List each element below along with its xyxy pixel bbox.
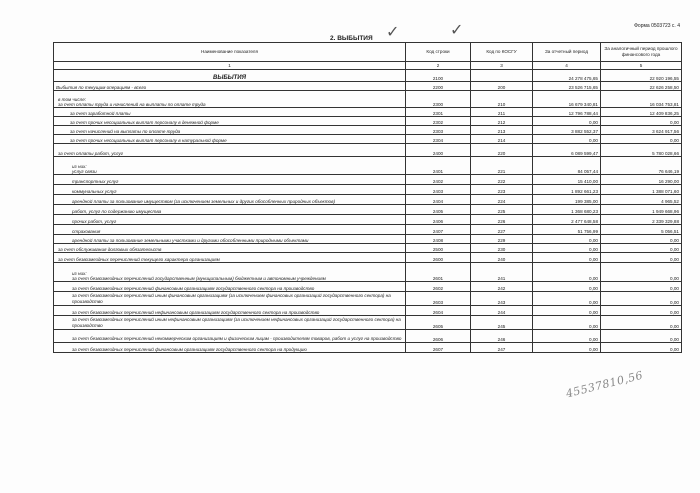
row-previous: 0,00 xyxy=(601,253,682,263)
row-kosgu: 200 xyxy=(471,82,533,91)
row-current: 0,00 xyxy=(533,263,601,282)
row-kosgu: 222 xyxy=(471,175,533,185)
row-prefix: из них: xyxy=(72,271,87,276)
row-kosgu: 213 xyxy=(471,126,533,135)
table-row xyxy=(54,343,682,353)
row-kosgu: 230 xyxy=(471,244,533,253)
row-code: 2100 xyxy=(406,70,471,82)
row-name xyxy=(54,244,406,253)
row-name xyxy=(54,330,406,343)
row-previous: 2 339 329,88 xyxy=(601,215,682,225)
row-prefix: в том числе: xyxy=(58,97,87,102)
row-kosgu: 210 xyxy=(471,91,533,108)
row-previous: 0,00 xyxy=(601,235,682,244)
table-row xyxy=(54,157,682,175)
row-previous: 0,00 xyxy=(601,343,682,353)
row-name xyxy=(54,144,406,157)
row-name xyxy=(54,185,406,195)
row-label: за счет безвозмездных перечислений текущего характера организациям xyxy=(58,257,220,262)
row-name xyxy=(54,292,406,306)
row-code: 2604 xyxy=(406,306,471,316)
section-title: 2. ВЫБЫТИЯ xyxy=(330,35,373,42)
row-previous: 5 780 028,66 xyxy=(601,144,682,157)
handwritten-note: 45537810,56 xyxy=(564,368,645,401)
row-previous: 5 056,51 xyxy=(601,225,682,235)
table-row xyxy=(54,108,682,117)
row-name xyxy=(54,263,406,282)
row-previous: 12 409 836,25 xyxy=(601,108,682,117)
row-current: 0,00 xyxy=(533,330,601,343)
row-current: 0,00 xyxy=(533,117,601,126)
row-label: арендной платы за пользование земельными участками и другими обособленными природными объектами xyxy=(72,238,309,243)
row-label: коммунальных услуг xyxy=(72,189,117,194)
row-previous: 0,00 xyxy=(601,282,682,292)
row-current: 0,00 xyxy=(533,235,601,244)
table-row xyxy=(54,282,682,292)
table-row xyxy=(54,117,682,126)
row-label: за счет обслуживания долговых обязательств xyxy=(58,247,162,252)
row-previous: 3 624 917,56 xyxy=(601,126,682,135)
row-code: 2601 xyxy=(406,263,471,282)
table-row xyxy=(54,306,682,316)
row-name xyxy=(54,205,406,215)
table-row xyxy=(54,91,682,108)
row-name xyxy=(54,215,406,225)
table-row xyxy=(54,316,682,330)
table-row xyxy=(54,244,682,253)
row-label: услуг связи xyxy=(72,169,97,174)
row-name xyxy=(54,316,406,330)
row-current: 24 278 475,65 xyxy=(533,70,601,82)
table-row xyxy=(54,225,682,235)
row-previous: 0,00 xyxy=(601,330,682,343)
row-kosgu: 227 xyxy=(471,225,533,235)
row-name xyxy=(54,225,406,235)
row-previous: 22 626 258,50 xyxy=(601,82,682,91)
column-number: 4 xyxy=(533,62,601,70)
row-code: 2407 xyxy=(406,225,471,235)
row-current: 12 796 788,44 xyxy=(533,108,601,117)
row-current: 23 526 715,65 xyxy=(533,82,601,91)
header-code: Код строки xyxy=(406,43,471,62)
row-label: прочих работ, услуг xyxy=(72,219,117,224)
row-label: за счет заработной платы xyxy=(70,111,131,116)
row-code: 2304 xyxy=(406,135,471,144)
row-previous: 22 920 196,55 xyxy=(601,70,682,82)
row-kosgu xyxy=(471,70,533,82)
row-kosgu: 241 xyxy=(471,263,533,282)
row-code: 2600 xyxy=(406,253,471,263)
row-previous: 0,00 xyxy=(601,135,682,144)
row-prefix: из них: xyxy=(72,164,87,169)
checkmark-icon: ✓ xyxy=(450,20,464,39)
row-current: 0,00 xyxy=(533,292,601,306)
row-label: арендной платы за пользование имуществом (за исключением земельных и других обособленных природных объектов) xyxy=(72,199,336,204)
row-label: за счет оплаты работ, услуг xyxy=(58,151,124,156)
row-code: 2408 xyxy=(406,235,471,244)
table-row xyxy=(54,205,682,215)
row-kosgu: 214 xyxy=(471,135,533,144)
row-name xyxy=(54,195,406,205)
row-kosgu: 240 xyxy=(471,253,533,263)
row-label: страхования xyxy=(72,229,101,234)
row-label: ВЫБЫТИЯ xyxy=(213,75,246,81)
header-row xyxy=(54,43,682,62)
header-current: За отчетный период xyxy=(533,43,601,62)
table-row xyxy=(54,70,682,82)
row-previous: 16 034 753,81 xyxy=(601,91,682,108)
row-name xyxy=(54,117,406,126)
table-row xyxy=(54,135,682,144)
table-row xyxy=(54,175,682,185)
table-row xyxy=(54,330,682,343)
row-previous: 0,00 xyxy=(601,306,682,316)
row-code: 2603 xyxy=(406,292,471,306)
row-code: 2406 xyxy=(406,215,471,225)
row-name xyxy=(54,91,406,108)
header-previous: За аналогичный период прошлого финансового года xyxy=(601,43,682,62)
row-current: 51 756,99 xyxy=(533,225,601,235)
row-label: за счет прочих несоциальных выплат персоналу в денежной форме xyxy=(70,120,219,125)
row-kosgu: 246 xyxy=(471,330,533,343)
row-current: 0,00 xyxy=(533,253,601,263)
row-code: 2400 xyxy=(406,144,471,157)
row-code: 2500 xyxy=(406,244,471,253)
row-code: 2401 xyxy=(406,157,471,175)
row-code: 2302 xyxy=(406,117,471,126)
row-code: 2605 xyxy=(406,316,471,330)
row-kosgu: 224 xyxy=(471,195,533,205)
row-code: 2300 xyxy=(406,91,471,108)
row-name xyxy=(54,157,406,175)
row-current: 0,00 xyxy=(533,244,601,253)
row-label: за счет начислений на выплаты по оплате труда xyxy=(70,129,181,134)
table-row xyxy=(54,235,682,244)
header-name: Наименование показателя xyxy=(54,43,406,62)
row-previous: 0,00 xyxy=(601,117,682,126)
row-name xyxy=(54,70,406,82)
row-previous: 4 965,52 xyxy=(601,195,682,205)
row-label: за счет оплаты труда и начислений на выплаты по оплате труда xyxy=(58,102,206,107)
column-number: 5 xyxy=(601,62,682,70)
header-numbers-row xyxy=(54,62,682,70)
row-current: 0,00 xyxy=(533,343,601,353)
row-current: 84 057,44 xyxy=(533,157,601,175)
row-name xyxy=(54,82,406,91)
table-row xyxy=(54,195,682,205)
row-previous: 0,00 xyxy=(601,316,682,330)
column-number: 2 xyxy=(406,62,471,70)
row-current: 6 089 599,47 xyxy=(533,144,601,157)
table-row xyxy=(54,263,682,282)
row-kosgu: 247 xyxy=(471,343,533,353)
form-label: Форма 0503723 с. 4 xyxy=(634,23,680,29)
table-row xyxy=(54,126,682,135)
header-kosgu: Код по КОСГУ xyxy=(471,43,533,62)
row-kosgu: 211 xyxy=(471,108,533,117)
row-current: 199 385,00 xyxy=(533,195,601,205)
row-code: 2301 xyxy=(406,108,471,117)
row-label: транспортных услуг xyxy=(72,179,119,184)
row-current: 1 892 661,23 xyxy=(533,185,601,195)
row-kosgu: 244 xyxy=(471,306,533,316)
row-name xyxy=(54,306,406,316)
row-current: 2 477 648,58 xyxy=(533,215,601,225)
row-current: 3 882 552,37 xyxy=(533,126,601,135)
row-code: 2402 xyxy=(406,175,471,185)
row-code: 2403 xyxy=(406,185,471,195)
row-code: 2405 xyxy=(406,205,471,215)
table-row xyxy=(54,185,682,195)
row-name xyxy=(54,343,406,353)
row-previous: 0,00 xyxy=(601,292,682,306)
row-name xyxy=(54,175,406,185)
row-label: за счет безвозмездных перечислений финансовым организациям государственного сектора на производство xyxy=(72,286,315,291)
row-label: за счет прочих несоциальных выплат персоналу в натуральной форме xyxy=(70,138,227,143)
row-kosgu: 212 xyxy=(471,117,533,126)
row-previous: 16 290,00 xyxy=(601,175,682,185)
row-name xyxy=(54,126,406,135)
row-current: 16 679 340,81 xyxy=(533,91,601,108)
row-current: 0,00 xyxy=(533,135,601,144)
row-code: 2602 xyxy=(406,282,471,292)
row-kosgu: 220 xyxy=(471,144,533,157)
row-current: 15 410,00 xyxy=(533,175,601,185)
row-label: Выбытия по текущим операциям - всего xyxy=(56,85,147,90)
row-kosgu: 223 xyxy=(471,185,533,195)
row-kosgu: 221 xyxy=(471,157,533,175)
table-row xyxy=(54,253,682,263)
row-label: за счет безвозмездных перечислений государственным (муниципальным) бюджетным и автономным учреждениям xyxy=(72,276,326,281)
row-label: за счет безвозмездных перечислений финансовым организациям государственного сектора на продукцию xyxy=(72,347,307,352)
row-code: 2607 xyxy=(406,343,471,353)
row-code: 2200 xyxy=(406,82,471,91)
row-previous: 1 949 668,96 xyxy=(601,205,682,215)
table-row xyxy=(54,82,682,91)
row-label: за счет безвозмездных перечислений иным нефинансовым организациям (за исключением нефинансовых организаций государственного сектора) на производство xyxy=(72,317,401,328)
table-row xyxy=(54,144,682,157)
row-name xyxy=(54,135,406,144)
row-label: за счет безвозмездных перечислений иным финансовым организациям (за исключением финансовых организаций государственного сектора) на производство xyxy=(72,293,391,304)
row-code: 2606 xyxy=(406,330,471,343)
row-label: работ, услуг по содержанию имущества xyxy=(72,209,162,214)
row-label: за счет безвозмездных перечислений некоммерческим организациям и физическим лицам - производителям товаров, работ и услуг на производство xyxy=(72,336,402,341)
row-name xyxy=(54,108,406,117)
row-previous: 76 646,19 xyxy=(601,157,682,175)
row-current: 0,00 xyxy=(533,306,601,316)
row-current: 1 368 680,23 xyxy=(533,205,601,215)
row-name xyxy=(54,253,406,263)
row-previous: 0,00 xyxy=(601,263,682,282)
table-row xyxy=(54,215,682,225)
row-previous: 1 388 071,60 xyxy=(601,185,682,195)
row-kosgu: 243 xyxy=(471,292,533,306)
row-code: 2404 xyxy=(406,195,471,205)
row-current: 0,00 xyxy=(533,316,601,330)
column-number: 3 xyxy=(471,62,533,70)
row-previous: 0,00 xyxy=(601,244,682,253)
row-kosgu: 245 xyxy=(471,316,533,330)
column-number: 1 xyxy=(54,62,406,70)
row-code: 2303 xyxy=(406,126,471,135)
row-kosgu: 229 xyxy=(471,235,533,244)
row-kosgu: 225 xyxy=(471,205,533,215)
outflows-table xyxy=(53,42,682,353)
row-current: 0,00 xyxy=(533,282,601,292)
table-row xyxy=(54,292,682,306)
row-name xyxy=(54,235,406,244)
row-kosgu: 226 xyxy=(471,215,533,225)
row-label: за счет безвозмездных перечислений нефинансовым организациям государственного сектора на производство xyxy=(72,310,320,315)
checkmark-icon: ✓ xyxy=(386,22,400,41)
row-kosgu: 242 xyxy=(471,282,533,292)
row-name xyxy=(54,282,406,292)
